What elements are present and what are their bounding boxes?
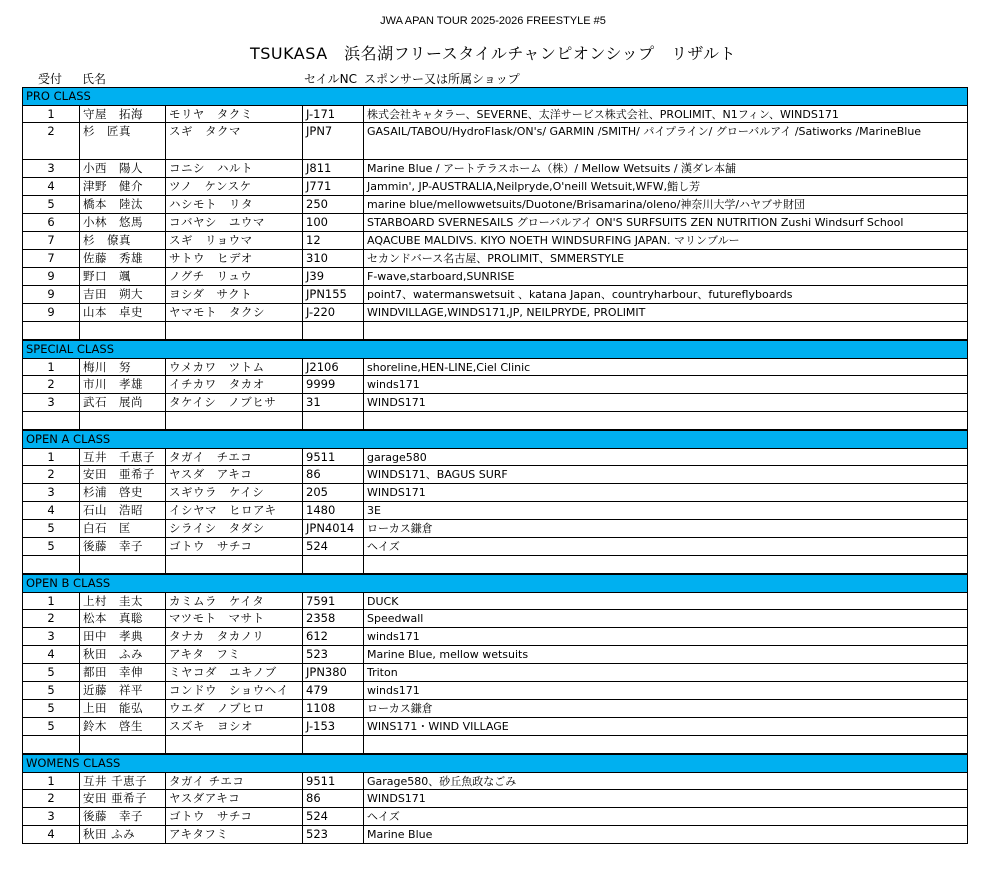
sail-number-cell: 86 <box>302 466 363 484</box>
sail-number-cell: J2106 <box>302 358 363 376</box>
sponsor-cell: winds171 <box>363 682 968 700</box>
table-row <box>22 538 968 556</box>
table-row <box>22 196 968 214</box>
kana-cell: タナカ タカノリ <box>165 628 302 646</box>
sponsor-cell: AQACUBE MALDIVS. KIYO NOETH WINDSURFING JAPAN. マリンブルー <box>363 232 968 250</box>
kana-cell: ウエダ ノブヒロ <box>165 700 302 718</box>
rank-cell: 6 <box>22 214 79 232</box>
kana-cell: ゴトウ サチコ <box>165 808 302 826</box>
sail-number-cell: 12 <box>302 232 363 250</box>
sail-number-cell: J811 <box>302 160 363 178</box>
rank-cell: 5 <box>22 700 79 718</box>
table-row <box>22 178 968 196</box>
class-header: OPEN A CLASS <box>22 430 968 448</box>
empty-cell <box>363 736 968 754</box>
rank-cell: 9 <box>22 268 79 286</box>
sail-number-cell: 9511 <box>302 448 363 466</box>
name-cell: 近藤 祥平 <box>79 682 165 700</box>
sponsor-cell: F-wave,starboard,SUNRISE <box>363 268 968 286</box>
blank-row <box>22 412 968 430</box>
name-cell: 佐藤 秀雄 <box>79 250 165 268</box>
sail-number-cell: 523 <box>302 826 363 844</box>
table-row <box>22 160 968 178</box>
empty-cell <box>22 556 79 574</box>
blank-row <box>22 736 968 754</box>
kana-cell: ヨシダ サクト <box>165 286 302 304</box>
name-cell: 梅川 努 <box>79 358 165 376</box>
rank-cell: 2 <box>22 790 79 808</box>
table-row <box>22 466 968 484</box>
sail-number-cell: J39 <box>302 268 363 286</box>
sail-number-cell: 479 <box>302 682 363 700</box>
sponsor-cell: ヘイズ <box>363 538 968 556</box>
kana-cell: カミムラ ケイタ <box>165 592 302 610</box>
results-table <box>22 87 968 844</box>
kana-cell: ヤマモト タクシ <box>165 304 302 322</box>
sail-number-cell: 524 <box>302 538 363 556</box>
class-header: SPECIAL CLASS <box>22 340 968 358</box>
empty-cell <box>165 412 302 430</box>
name-cell: 石山 浩昭 <box>79 502 165 520</box>
name-cell: 橋本 陸汰 <box>79 196 165 214</box>
name-cell: 津野 健介 <box>79 178 165 196</box>
sponsor-cell: point7、watermanswetsuit 、katana Japan、countryharbour、futureflyboards <box>363 286 968 304</box>
sponsor-cell: WINDS171、BAGUS SURF <box>363 466 968 484</box>
table-row <box>22 628 968 646</box>
header-sponsor: スポンサー又は所属ショップ <box>364 72 520 86</box>
kana-cell: モリヤ タクミ <box>165 105 302 123</box>
table-row <box>22 214 968 232</box>
sail-number-cell: 523 <box>302 646 363 664</box>
rank-cell: 1 <box>22 448 79 466</box>
rank-cell: 7 <box>22 232 79 250</box>
kana-cell: アキタ フミ <box>165 646 302 664</box>
name-cell: 野口 颯 <box>79 268 165 286</box>
table-row <box>22 808 968 826</box>
sponsor-cell: WINDS171 <box>363 394 968 412</box>
kana-cell: ハシモト リタ <box>165 196 302 214</box>
table-row <box>22 448 968 466</box>
empty-cell <box>363 322 968 340</box>
class-header: WOMENS CLASS <box>22 754 968 772</box>
table-row <box>22 304 968 322</box>
table-row <box>22 610 968 628</box>
sponsor-cell: WINDS171 <box>363 484 968 502</box>
sail-number-cell: 1480 <box>302 502 363 520</box>
rank-cell: 9 <box>22 304 79 322</box>
blank-row <box>22 556 968 574</box>
header-reception: 受付 <box>38 72 63 86</box>
empty-cell <box>22 736 79 754</box>
rank-cell: 2 <box>22 466 79 484</box>
kana-cell: イシヤマ ヒロアキ <box>165 502 302 520</box>
sail-number-cell: 86 <box>302 790 363 808</box>
sail-number-cell: 9999 <box>302 376 363 394</box>
table-row <box>22 105 968 123</box>
name-cell: 上村 圭太 <box>79 592 165 610</box>
name-cell: 鈴木 啓生 <box>79 718 165 736</box>
sponsor-cell: garage580 <box>363 448 968 466</box>
rank-cell: 5 <box>22 196 79 214</box>
sponsor-cell: marine blue/mellowwetsuits/Duotone/Brisamarina/oleno/神奈川大学/ハヤブサ財団 <box>363 196 968 214</box>
empty-cell <box>79 322 165 340</box>
sponsor-cell: ローカス鎌倉 <box>363 700 968 718</box>
name-cell: 安田 亜希子 <box>79 466 165 484</box>
kana-cell: スギ リョウマ <box>165 232 302 250</box>
name-cell: 小林 悠馬 <box>79 214 165 232</box>
empty-cell <box>302 556 363 574</box>
name-cell: 安田 亜希子 <box>79 790 165 808</box>
sail-number-cell: JPN380 <box>302 664 363 682</box>
sponsor-cell: ヘイズ <box>363 808 968 826</box>
table-row <box>22 232 968 250</box>
sail-number-cell: 205 <box>302 484 363 502</box>
sail-number-cell: JPN4014 <box>302 520 363 538</box>
name-cell: 武石 展尚 <box>79 394 165 412</box>
name-cell: 杉浦 啓史 <box>79 484 165 502</box>
rank-cell: 1 <box>22 772 79 790</box>
table-row <box>22 664 968 682</box>
kana-cell: コニシ ハルト <box>165 160 302 178</box>
sail-number-cell: 612 <box>302 628 363 646</box>
rank-cell: 4 <box>22 646 79 664</box>
rank-cell: 5 <box>22 682 79 700</box>
name-cell: 白石 匡 <box>79 520 165 538</box>
name-cell: 後藤 幸子 <box>79 538 165 556</box>
name-cell: 秋田 ふみ <box>79 826 165 844</box>
rank-cell: 7 <box>22 250 79 268</box>
rank-cell: 9 <box>22 286 79 304</box>
kana-cell: スギ タクマ <box>165 123 302 160</box>
sponsor-cell: 3E <box>363 502 968 520</box>
sail-number-cell: 9511 <box>302 772 363 790</box>
name-cell: 後藤 幸子 <box>79 808 165 826</box>
kana-cell: コンドウ ショウヘイ <box>165 682 302 700</box>
kana-cell: タガイ チエコ <box>165 772 302 790</box>
empty-cell <box>79 556 165 574</box>
sponsor-cell: WINS171・WIND VILLAGE <box>363 718 968 736</box>
rank-cell: 2 <box>22 376 79 394</box>
sponsor-cell: ローカス鎌倉 <box>363 520 968 538</box>
kana-cell: コバヤシ ユウマ <box>165 214 302 232</box>
table-row <box>22 394 968 412</box>
rank-cell: 3 <box>22 394 79 412</box>
sail-number-cell: 2358 <box>302 610 363 628</box>
sail-number-cell: J-220 <box>302 304 363 322</box>
sail-number-cell: JPN7 <box>302 123 363 160</box>
empty-cell <box>302 412 363 430</box>
kana-cell: ツノ ケンスケ <box>165 178 302 196</box>
kana-cell: ノグチ リュウ <box>165 268 302 286</box>
rank-cell: 1 <box>22 358 79 376</box>
table-row <box>22 123 968 160</box>
blank-row <box>22 322 968 340</box>
table-row <box>22 358 968 376</box>
sponsor-cell: 株式会社キャタラー、SEVERNE、太洋サービス株式会社、PROLIMIT、N1フィン、WINDS171 <box>363 105 968 123</box>
kana-cell: ウメカワ ツトム <box>165 358 302 376</box>
table-row <box>22 826 968 844</box>
sail-number-cell: 310 <box>302 250 363 268</box>
header-name: 氏名 <box>82 72 107 86</box>
kana-cell: アキタフミ <box>165 826 302 844</box>
rank-cell: 3 <box>22 808 79 826</box>
table-row <box>22 592 968 610</box>
rank-cell: 1 <box>22 105 79 123</box>
sponsor-cell: Speedwall <box>363 610 968 628</box>
rank-cell: 5 <box>22 520 79 538</box>
empty-cell <box>22 322 79 340</box>
table-row <box>22 700 968 718</box>
table-row <box>22 520 968 538</box>
rank-cell: 5 <box>22 664 79 682</box>
sponsor-cell: Marine Blue / アートテラスホーム（株）/ Mellow Wetsuits / 漢ダレ本舗 <box>363 160 968 178</box>
kana-cell: ゴトウ サチコ <box>165 538 302 556</box>
sponsor-cell: Jammin', JP-AUSTRALIA,Neilpryde,O'neill Wetsuit,WFW,鮨し芳 <box>363 178 968 196</box>
sponsor-cell: shoreline,HEN-LINE,Ciel Clinic <box>363 358 968 376</box>
name-cell: 田中 孝典 <box>79 628 165 646</box>
kana-cell: スギウラ ケイシ <box>165 484 302 502</box>
name-cell: 互井 千恵子 <box>79 448 165 466</box>
name-cell: 杉 匠真 <box>79 123 165 160</box>
kana-cell: イチカワ タカオ <box>165 376 302 394</box>
name-cell: 上田 能弘 <box>79 700 165 718</box>
name-cell: 互井 千恵子 <box>79 772 165 790</box>
sponsor-cell: Marine Blue <box>363 826 968 844</box>
table-row <box>22 250 968 268</box>
kana-cell: シライシ タダシ <box>165 520 302 538</box>
table-row <box>22 718 968 736</box>
rank-cell: 2 <box>22 123 79 160</box>
empty-cell <box>363 412 968 430</box>
sponsor-cell: GASAIL/TABOU/HydroFlask/ON's/ GARMIN /SMITH/ パイプライン/ グローバルアイ /Satiworks /MarineBlue <box>363 123 968 160</box>
name-cell: 杉 僚真 <box>79 232 165 250</box>
sponsor-cell: DUCK <box>363 592 968 610</box>
sail-number-cell: J771 <box>302 178 363 196</box>
class-header: OPEN B CLASS <box>22 574 968 592</box>
rank-cell: 2 <box>22 610 79 628</box>
table-row <box>22 484 968 502</box>
name-cell: 守屋 拓海 <box>79 105 165 123</box>
kana-cell: ミヤコダ ユキノブ <box>165 664 302 682</box>
kana-cell: ヤスダ アキコ <box>165 466 302 484</box>
kana-cell: タガイ チエコ <box>165 448 302 466</box>
table-row <box>22 790 968 808</box>
sponsor-cell: セカンドバース名古屋、PROLIMIT、SMMERSTYLE <box>363 250 968 268</box>
sponsor-cell: winds171 <box>363 628 968 646</box>
sponsor-cell: STARBOARD SVERNESAILS グローバルアイ ON'S SURFSUITS ZEN NUTRITION Zushi Windsurf School <box>363 214 968 232</box>
event-title: TSUKASA 浜名湖フリースタイルチャンピオンシップ リザルト <box>249 44 737 63</box>
sail-number-cell: 250 <box>302 196 363 214</box>
sail-number-cell: 1108 <box>302 700 363 718</box>
kana-cell: スズキ ヨシオ <box>165 718 302 736</box>
rank-cell: 3 <box>22 628 79 646</box>
name-cell: 山本 卓史 <box>79 304 165 322</box>
kana-cell: ヤスダアキコ <box>165 790 302 808</box>
empty-cell <box>22 412 79 430</box>
name-cell: 秋田 ふみ <box>79 646 165 664</box>
rank-cell: 5 <box>22 538 79 556</box>
empty-cell <box>165 556 302 574</box>
sail-number-cell: 100 <box>302 214 363 232</box>
rank-cell: 4 <box>22 502 79 520</box>
sponsor-cell: winds171 <box>363 376 968 394</box>
sail-number-cell: J-153 <box>302 718 363 736</box>
class-header: PRO CLASS <box>22 87 968 105</box>
empty-cell <box>302 322 363 340</box>
table-row <box>22 268 968 286</box>
name-cell: 市川 孝雄 <box>79 376 165 394</box>
rank-cell: 3 <box>22 160 79 178</box>
empty-cell <box>302 736 363 754</box>
sponsor-cell: Garage580、砂丘魚政なごみ <box>363 772 968 790</box>
rank-cell: 1 <box>22 592 79 610</box>
name-cell: 小西 陽人 <box>79 160 165 178</box>
empty-cell <box>363 556 968 574</box>
kana-cell: サトウ ヒデオ <box>165 250 302 268</box>
sail-number-cell: JPN155 <box>302 286 363 304</box>
sail-number-cell: J-171 <box>302 105 363 123</box>
table-row <box>22 376 968 394</box>
tour-title: JWA APAN TOUR 2025-2026 FREESTYLE #5 <box>380 15 606 27</box>
name-cell: 吉田 朔大 <box>79 286 165 304</box>
rank-cell: 5 <box>22 718 79 736</box>
sponsor-cell: WINDVILLAGE,WINDS171,JP, NEILPRYDE, PROLIMIT <box>363 304 968 322</box>
sail-number-cell: 7591 <box>302 592 363 610</box>
name-cell: 松本 真聡 <box>79 610 165 628</box>
empty-cell <box>165 322 302 340</box>
table-row <box>22 502 968 520</box>
sponsor-cell: Triton <box>363 664 968 682</box>
table-row <box>22 286 968 304</box>
kana-cell: マツモト マサト <box>165 610 302 628</box>
empty-cell <box>79 736 165 754</box>
empty-cell <box>165 736 302 754</box>
table-row <box>22 682 968 700</box>
sail-number-cell: 31 <box>302 394 363 412</box>
name-cell: 都田 幸伸 <box>79 664 165 682</box>
sponsor-cell: Marine Blue, mellow wetsuits <box>363 646 968 664</box>
sail-number-cell: 524 <box>302 808 363 826</box>
rank-cell: 4 <box>22 178 79 196</box>
header-sail: セイルNC <box>304 72 357 86</box>
table-row <box>22 772 968 790</box>
table-row <box>22 646 968 664</box>
kana-cell: タケイシ ノブヒサ <box>165 394 302 412</box>
sponsor-cell: WINDS171 <box>363 790 968 808</box>
rank-cell: 4 <box>22 826 79 844</box>
rank-cell: 3 <box>22 484 79 502</box>
empty-cell <box>79 412 165 430</box>
